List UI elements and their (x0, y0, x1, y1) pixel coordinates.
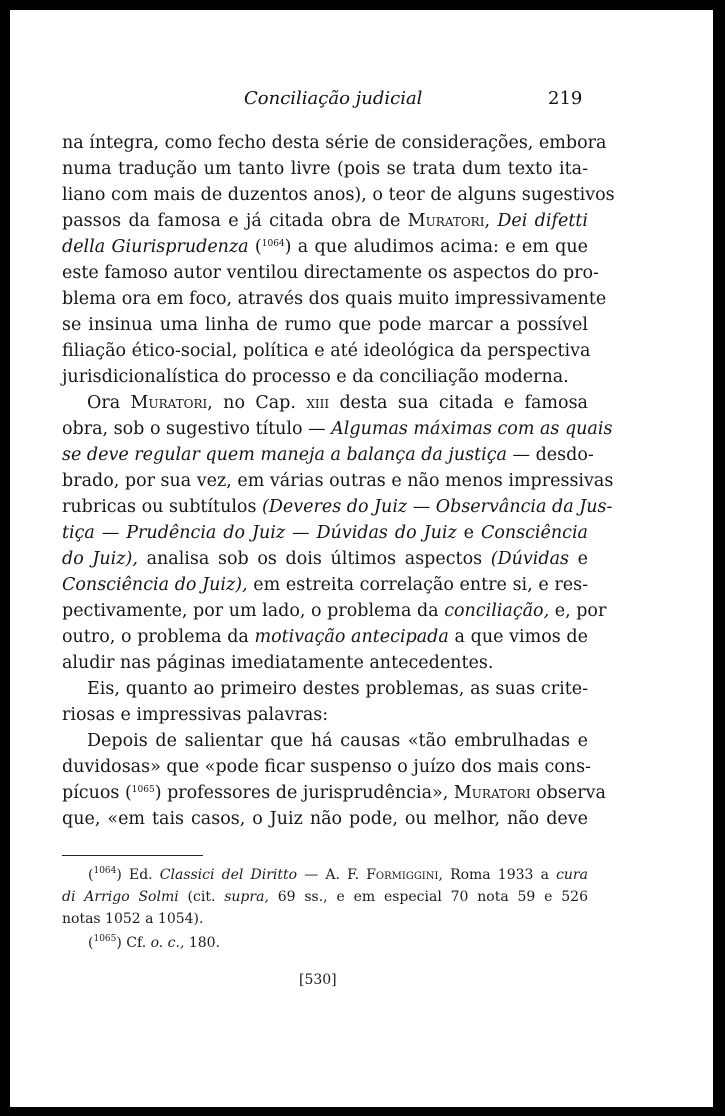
body-line (87, 390, 588, 416)
italic-run: cura (556, 867, 588, 883)
publisher-name: Formiggini (366, 867, 439, 883)
body-line (62, 442, 594, 468)
footnote-line (88, 932, 588, 954)
text-run: 180. (184, 935, 221, 951)
footnote-line (88, 864, 588, 886)
footnote-number: 1064 (93, 866, 117, 876)
text-run: pícuos ( (62, 783, 132, 803)
body-line: liano com mais de duzentos anos), o teor de alguns sugestivos (62, 185, 615, 205)
italic-run: se deve regular quem maneja a balança da justiça (62, 445, 507, 465)
footnote-mark: ( (88, 867, 94, 883)
text-run: — desdo- (506, 445, 594, 465)
body-line: brado, por sua vez, em várias outras e não menos impressivas (62, 471, 614, 491)
italic-run: Consciência (480, 523, 588, 543)
text-run: analisa sob os dois últimos aspectos (137, 549, 491, 569)
text-run: e (569, 549, 589, 569)
body-line: se insinua uma linha de rumo que pode marcar a possível (62, 315, 588, 335)
body-line (62, 780, 606, 806)
body-line: Eis, quanto ao primeiro destes problemas, as suas crite- (87, 679, 588, 699)
text-run: ) a que aludimos acima: e em que (284, 237, 588, 257)
text-run: , (484, 211, 498, 231)
body-line (62, 624, 588, 650)
text-run: — A. F. (297, 867, 367, 883)
bottom-page-reference: [530] (299, 972, 337, 988)
body-line (62, 572, 588, 598)
body-line (62, 494, 613, 520)
footnote-rule (62, 855, 203, 856)
text-run: (cit. (178, 889, 225, 905)
italic-run: Classici del Diritto (159, 867, 298, 883)
chapter-number: xiii (306, 393, 330, 413)
italic-run: (Dúvidas (490, 549, 569, 569)
body-line (62, 208, 588, 234)
text-run: observa (530, 783, 606, 803)
text-run: , no Cap. (207, 393, 307, 413)
body-line: Depois de salientar que há causas «tão embrulhadas e (87, 731, 588, 751)
footnote-line: notas 1052 a 1054). (62, 911, 204, 927)
work-title: Dei difetti (497, 211, 588, 231)
text-run: a que vimos de (448, 627, 588, 647)
page-sheet (10, 10, 713, 1107)
italic-run: o. c., (150, 935, 185, 951)
footnote-number: 1065 (93, 934, 117, 944)
author-name: Muratori (407, 211, 485, 231)
body-line (62, 520, 588, 546)
italic-run: Algumas máximas com as quais (331, 419, 613, 439)
page-number: 219 (548, 88, 583, 109)
body-line (62, 234, 588, 260)
body-line (62, 416, 613, 442)
body-line: este famoso autor ventilou directamente os aspectos do pro- (62, 263, 599, 283)
text-run: passos da famosa e já citada obra de (62, 211, 408, 231)
running-title: Conciliação judicial (244, 88, 423, 109)
text-run: pectivamente, por um lado, o problema da (62, 601, 445, 621)
footnote-mark: ) (116, 935, 122, 951)
body-line: na íntegra, como fecho desta série de considerações, embora (62, 133, 607, 153)
body-line: blema ora em foco, através dos quais muito impressivamente (62, 289, 607, 309)
body-line: riosas e impressivas palavras: (62, 705, 329, 725)
body-line: numa tradução um tanto livre (pois se trata dum texto ita- (62, 159, 588, 179)
italic-run: conciliação, (444, 601, 550, 621)
body-line (62, 546, 588, 572)
italic-run: Consciência do Juiz), (62, 575, 248, 595)
body-line: filiação ético-social, política e até ideológica da perspectiva (62, 341, 591, 361)
text-run: Ed. (121, 867, 160, 883)
footnote-ref: 1064 (261, 239, 285, 249)
body-line: que, «em tais casos, o Juiz não pode, ou melhor, não deve (62, 809, 588, 829)
italic-run: (Deveres do Juiz — Observância da Jus- (262, 497, 613, 517)
text-run: desta sua citada e famosa (329, 393, 588, 413)
italic-run: motivação antecipada (254, 627, 449, 647)
text-run: 69 ss., e em especial 70 nota 59 e 526 (268, 889, 588, 905)
footnote-mark: ) (116, 867, 122, 883)
body-line: jurisdicionalística do processo e da conciliação moderna. (62, 367, 569, 387)
text-run: e, por (549, 601, 607, 621)
text-run: rubricas ou subtítulos (62, 497, 263, 517)
text-run: Cf. (121, 935, 151, 951)
italic-run: do Juiz), (62, 549, 138, 569)
body-line: duvidosas» que «pode ficar suspenso o juízo dos mais cons- (62, 757, 591, 777)
author-name: Muratori (130, 393, 208, 413)
author-name: Muratori (453, 783, 531, 803)
italic-run: di Arrigo Solmi (62, 889, 179, 905)
text-run: ( (248, 237, 262, 257)
footnote-ref: 1065 (131, 785, 155, 795)
body-line (62, 598, 607, 624)
text-run: Ora (87, 393, 131, 413)
text-run: e (456, 523, 481, 543)
footnote-mark: ( (88, 935, 94, 951)
text-run: em estreita correlação entre si, e res- (247, 575, 588, 595)
footnote-line (62, 886, 588, 908)
text-run: outro, o problema da (62, 627, 255, 647)
italic-run: tiça — Prudência do Juiz — Dúvidas do Juiz (62, 523, 457, 543)
body-line: aludir nas páginas imediatamente antecedentes. (62, 653, 494, 673)
text-run: ) professores de jurisprudência», (154, 783, 454, 803)
italic-run: supra, (224, 889, 269, 905)
work-title: della Giurisprudenza (62, 237, 249, 257)
text-run: , Roma 1933 a (438, 867, 557, 883)
text-run: obra, sob o sugestivo título — (62, 419, 332, 439)
